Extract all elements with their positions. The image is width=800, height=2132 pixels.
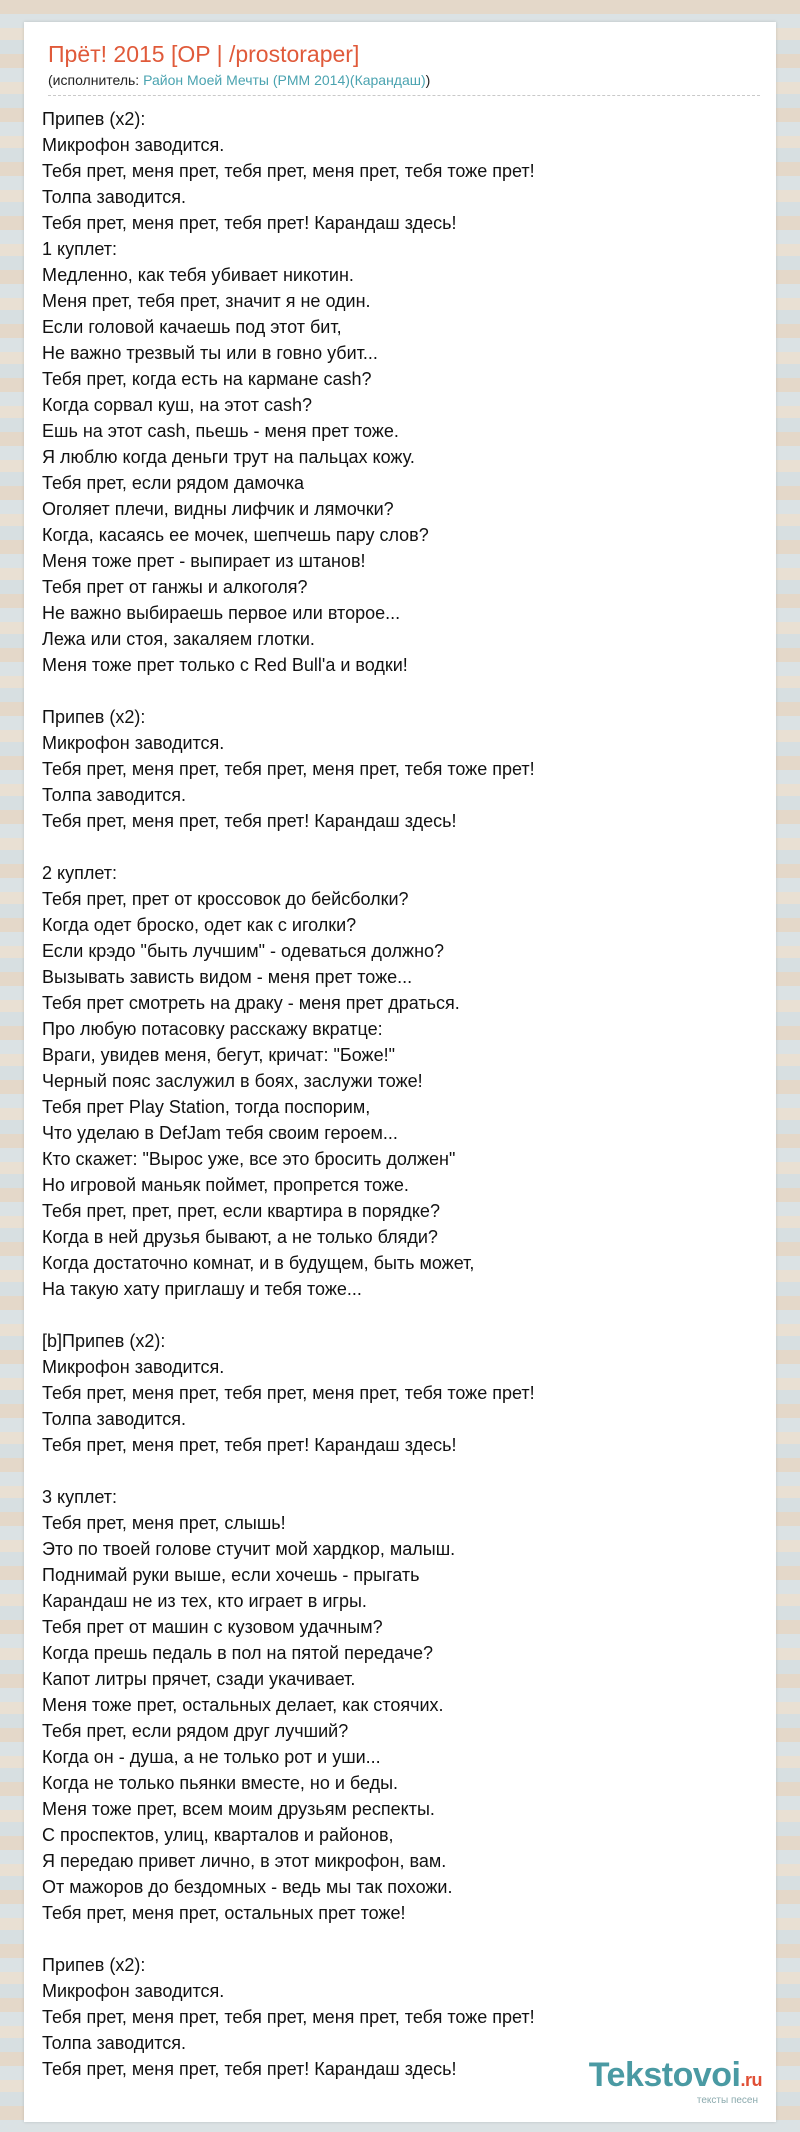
logo-tagline: тексты песен xyxy=(696,2095,758,2106)
logo-wordmark xyxy=(524,2058,762,2097)
lyrics-text: Припев (x2): Микрофон заводится. Тебя прет, меня прет, тебя прет, меня прет, тебя тоже прет! Толпа заводится. Тебя прет, меня прет, тебя прет! Карандаш здесь! 1 куплет: Медленно, как тебя убивает никотин. Меня прет, тебя прет, значит я не один. Если головой качаешь под этот бит, Не важно трезвый ты или в говно убит... Тебя прет, когда есть на кармане cash? Когда сорвал куш, на этот cash? Ешь на этот cash, пьешь - меня прет тоже. Я люблю когда деньги трут на пальцах кожу. Тебя прет, если рядом дамочка Оголяет плечи, видны лифчик и лямочки? Когда, касаясь ее мочек, шепчешь пару слов? Меня тоже прет - выпирает из штанов! Тебя прет от ганжы и алкоголя? Не важно выбираешь первое или второе... Лежа или стоя, закаляем глотки. Меня тоже прет только с Red Bull'a и водки! Припев (x2): Микрофон заводится. Тебя прет, меня прет, тебя прет, меня прет, тебя тоже прет! Толпа заводится. Тебя прет, меня прет, тебя прет! Карандаш здесь! 2 куплет: Тебя прет, прет от кроссовок до бейсболки? Когда одет броско, одет как с иголки? Если крэдо "быть лучшим" - одеваться должно? Вызывать зависть видом - меня прет тоже... Тебя прет смотреть на драку - меня прет драться. Про любую потасовку расскажу вкратце: Враги, увидев меня, бегут, кричат: "Боже!" Черный пояс заслужил в боях, заслужи тоже! Тебя прет Play Station, тогда поспорим, Что уделаю в DefJam тебя своим героем... Кто скажет: "Вырос уже, все это бросить должен" Но игровой маньяк поймет, пропрется тоже. Тебя прет, прет, прет, если квартира в порядке? Когда в ней друзья бывают, а не только бляди? Когда достаточно комнат, и в будущем, быть может, На такую хату приглашу и тебя тоже... [b]Припев (x2): Микрофон заводится. Тебя прет, меня прет, тебя прет, меня прет, тебя тоже прет! Толпа заводится. Тебя прет, меня прет, тебя прет! Карандаш здесь! 3 куплет: Тебя прет, меня прет, слышь! Это по твоей голове стучит мой хардкор, малыш. Поднимай руки выше, если хочешь - прыгать Карандаш не из тех, кто играет в игры. Тебя прет от машин с кузовом удачным? Когда прешь педаль в пол на пятой передаче? Капот литры прячет, сзади укачивает. Меня тоже прет, остальных делает, как стоячих. Тебя прет, если рядом друг лучший? Когда он - душа, а не только рот и уши... Когда не только пьянки вместе, но и беды. Меня тоже прет, всем моим друзьям респекты. С проспектов, улиц, кварталов и районов, Я передаю привет лично, в этот микрофон, вам. От мажоров до бездомных - ведь мы так похожи. Тебя прет, меня прет, остальных прет тоже! Припев (x2): Микрофон заводится. Тебя прет, меня прет, тебя прет, меня прет, тебя тоже прет! Толпа заводится. Тебя прет, меня прет, тебя прет! Карандаш здесь! xyxy=(42,109,535,2079)
logo-brand: Tekstovoi xyxy=(588,2056,741,2094)
lyrics-card xyxy=(24,22,776,2122)
logo-tld: .ru xyxy=(740,2070,762,2090)
performer-line xyxy=(48,71,760,96)
performer-prefix: (исполнитель: xyxy=(48,72,144,88)
song-header xyxy=(48,40,760,96)
performer-suffix: ) xyxy=(425,72,431,88)
song-title: Прёт! 2015 [OP | /prostoraper] xyxy=(48,41,360,67)
performer-link[interactable]: Район Моей Мечты (PMM 2014)(Карандаш) xyxy=(143,72,426,88)
site-logo[interactable] xyxy=(524,2058,762,2106)
